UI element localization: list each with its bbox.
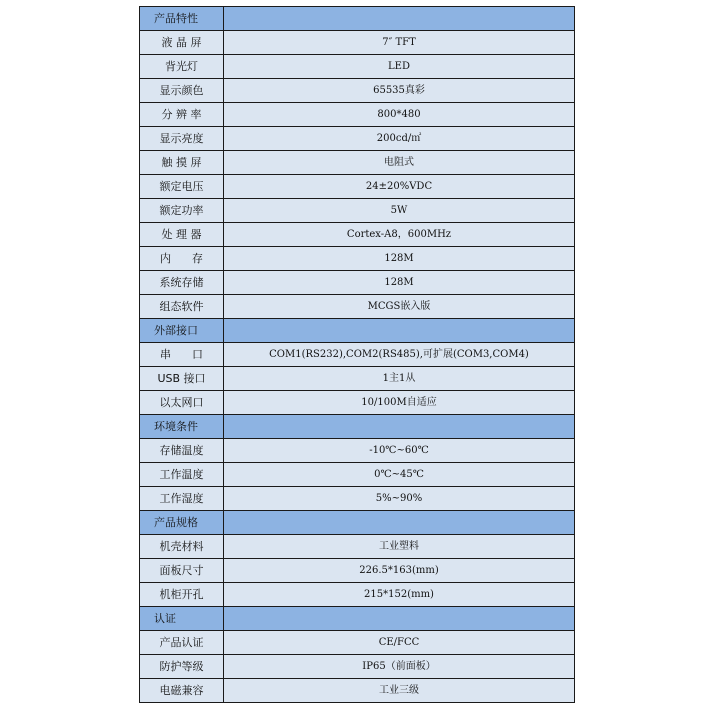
spec-label: 额定功率 — [140, 199, 224, 223]
spec-label: 机壳材料 — [140, 535, 224, 559]
spec-value: CE/FCC — [224, 631, 575, 655]
spec-label: 以太网口 — [140, 391, 224, 415]
spec-value: 200cd/㎡ — [224, 127, 575, 151]
section-title: 产品规格 — [140, 511, 224, 535]
spec-value: 7″ TFT — [224, 31, 575, 55]
spec-label: 面板尺寸 — [140, 559, 224, 583]
spec-value: 215*152(mm) — [224, 583, 575, 607]
section-header-fill — [224, 319, 575, 343]
spec-value: IP65（前面板） — [224, 655, 575, 679]
table-row — [140, 583, 575, 607]
spec-value: 0℃~45℃ — [224, 463, 575, 487]
section-header-fill — [224, 607, 575, 631]
table-row — [140, 247, 575, 271]
table-row — [140, 127, 575, 151]
spec-value: 5W — [224, 199, 575, 223]
spec-label: 串 口 — [140, 343, 224, 367]
section-header-fill — [224, 511, 575, 535]
spec-table-body — [140, 7, 575, 703]
spec-value: 128M — [224, 271, 575, 295]
table-row — [140, 271, 575, 295]
table-row — [140, 151, 575, 175]
table-row — [140, 391, 575, 415]
spec-value: LED — [224, 55, 575, 79]
spec-value: 24±20%VDC — [224, 175, 575, 199]
table-row — [140, 463, 575, 487]
spec-label: 分 辨 率 — [140, 103, 224, 127]
spec-label: 系统存储 — [140, 271, 224, 295]
spec-value: 800*480 — [224, 103, 575, 127]
spec-label: 背光灯 — [140, 55, 224, 79]
spec-value: 工业三级 — [224, 679, 575, 703]
spec-value: COM1(RS232),COM2(RS485),可扩展(COM3,COM4) — [224, 343, 575, 367]
table-row — [140, 439, 575, 463]
table-row — [140, 223, 575, 247]
spec-value: Cortex-A8，600MHz — [224, 223, 575, 247]
section-header-row — [140, 511, 575, 535]
spec-value: -10℃~60℃ — [224, 439, 575, 463]
table-row — [140, 175, 575, 199]
section-title: 环境条件 — [140, 415, 224, 439]
spec-label: USB 接口 — [140, 367, 224, 391]
spec-label: 机柜开孔 — [140, 583, 224, 607]
spec-label: 液 晶 屏 — [140, 31, 224, 55]
spec-value: MCGS嵌入版 — [224, 295, 575, 319]
spec-label: 工作温度 — [140, 463, 224, 487]
section-header-row — [140, 415, 575, 439]
spec-label: 内 存 — [140, 247, 224, 271]
table-row — [140, 343, 575, 367]
section-header-row — [140, 319, 575, 343]
table-row — [140, 655, 575, 679]
spec-value: 工业塑料 — [224, 535, 575, 559]
spec-label: 电磁兼容 — [140, 679, 224, 703]
table-row — [140, 55, 575, 79]
section-header-row — [140, 7, 575, 31]
spec-value: 5%~90% — [224, 487, 575, 511]
table-row — [140, 199, 575, 223]
section-header-row — [140, 607, 575, 631]
table-row — [140, 559, 575, 583]
spec-value: 1主1从 — [224, 367, 575, 391]
table-row — [140, 295, 575, 319]
table-row — [140, 679, 575, 703]
spec-label: 显示颜色 — [140, 79, 224, 103]
section-title: 外部接口 — [140, 319, 224, 343]
spec-label: 产品认证 — [140, 631, 224, 655]
spec-value: 226.5*163(mm) — [224, 559, 575, 583]
section-title: 产品特性 — [140, 7, 224, 31]
spec-label: 存储温度 — [140, 439, 224, 463]
table-row — [140, 535, 575, 559]
table-row — [140, 79, 575, 103]
spec-label: 显示亮度 — [140, 127, 224, 151]
spec-value: 电阻式 — [224, 151, 575, 175]
spec-label: 额定电压 — [140, 175, 224, 199]
section-header-fill — [224, 7, 575, 31]
spec-label: 处 理 器 — [140, 223, 224, 247]
spec-value: 128M — [224, 247, 575, 271]
table-row — [140, 487, 575, 511]
spec-label: 防护等级 — [140, 655, 224, 679]
spec-label: 工作湿度 — [140, 487, 224, 511]
spec-value: 65535真彩 — [224, 79, 575, 103]
section-title: 认证 — [140, 607, 224, 631]
spec-label: 触 摸 屏 — [140, 151, 224, 175]
table-row — [140, 631, 575, 655]
table-row — [140, 31, 575, 55]
spec-table — [139, 6, 575, 703]
spec-label: 组态软件 — [140, 295, 224, 319]
section-header-fill — [224, 415, 575, 439]
table-row — [140, 367, 575, 391]
spec-value: 10/100M自适应 — [224, 391, 575, 415]
table-row — [140, 103, 575, 127]
